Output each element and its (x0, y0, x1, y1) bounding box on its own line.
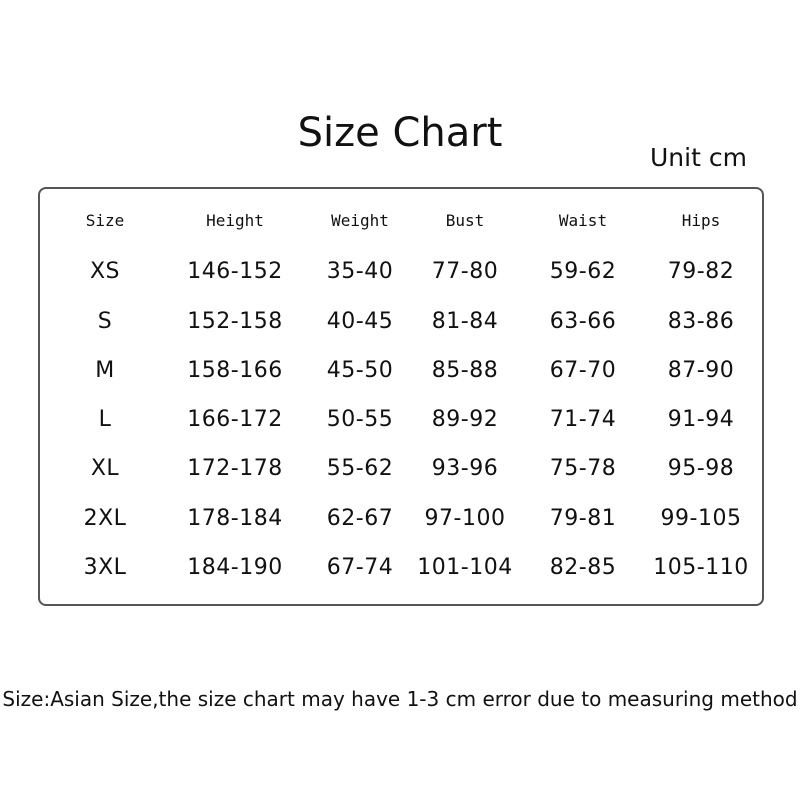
cell-height: 184-190 (187, 555, 283, 580)
cell-bust: 77-80 (431, 259, 499, 284)
page-title: Size Chart (297, 110, 503, 156)
cell-bust: 101-104 (417, 555, 513, 580)
table-row (40, 548, 766, 588)
cell-weight: 55-62 (326, 456, 394, 481)
cell-waist: 79-81 (549, 506, 617, 531)
table-row (40, 400, 766, 440)
cell-size: 3XL (83, 555, 127, 580)
header-weight: Weight (331, 211, 389, 230)
cell-waist: 63-66 (549, 309, 617, 334)
cell-size: XS (89, 259, 121, 284)
cell-size: L (98, 407, 112, 432)
size-disclaimer-note: Size:Asian Size,the size chart may have 1-3 cm error due to measuring method (2, 687, 798, 711)
cell-weight: 35-40 (326, 259, 394, 284)
cell-weight: 50-55 (326, 407, 394, 432)
size-chart-table (38, 187, 764, 606)
header-size: Size (85, 211, 125, 230)
cell-height: 146-152 (187, 259, 283, 284)
cell-size: S (97, 309, 113, 334)
cell-hips: 87-90 (667, 358, 735, 383)
cell-waist: 71-74 (549, 407, 617, 432)
cell-bust: 89-92 (431, 407, 499, 432)
cell-hips: 79-82 (667, 259, 735, 284)
cell-size: M (95, 358, 115, 383)
header-waist: Waist (558, 211, 608, 230)
cell-bust: 93-96 (431, 456, 499, 481)
header-bust: Bust (445, 211, 485, 230)
cell-waist: 82-85 (549, 555, 617, 580)
cell-height: 166-172 (187, 407, 283, 432)
cell-weight: 62-67 (326, 506, 394, 531)
cell-hips: 83-86 (667, 309, 735, 334)
table-row (40, 351, 766, 391)
cell-height: 158-166 (187, 358, 283, 383)
cell-waist: 67-70 (549, 358, 617, 383)
cell-bust: 97-100 (424, 506, 506, 531)
cell-hips: 95-98 (667, 456, 735, 481)
table-row (40, 302, 766, 342)
cell-weight: 67-74 (326, 555, 394, 580)
cell-weight: 45-50 (326, 358, 394, 383)
cell-waist: 75-78 (549, 456, 617, 481)
cell-hips: 99-105 (660, 506, 742, 531)
table-row (40, 252, 766, 292)
header-hips: Hips (681, 211, 721, 230)
cell-weight: 40-45 (326, 309, 394, 334)
cell-height: 178-184 (187, 506, 283, 531)
cell-bust: 85-88 (431, 358, 499, 383)
cell-size: XL (90, 456, 120, 481)
unit-label: Unit cm (650, 143, 747, 172)
cell-waist: 59-62 (549, 259, 617, 284)
cell-height: 152-158 (187, 309, 283, 334)
cell-hips: 105-110 (653, 555, 749, 580)
header-height: Height (206, 211, 264, 230)
cell-size: 2XL (83, 506, 127, 531)
cell-height: 172-178 (187, 456, 283, 481)
table-header-row (40, 201, 766, 241)
cell-hips: 91-94 (667, 407, 735, 432)
table-row (40, 499, 766, 539)
table-row (40, 449, 766, 489)
cell-bust: 81-84 (431, 309, 499, 334)
